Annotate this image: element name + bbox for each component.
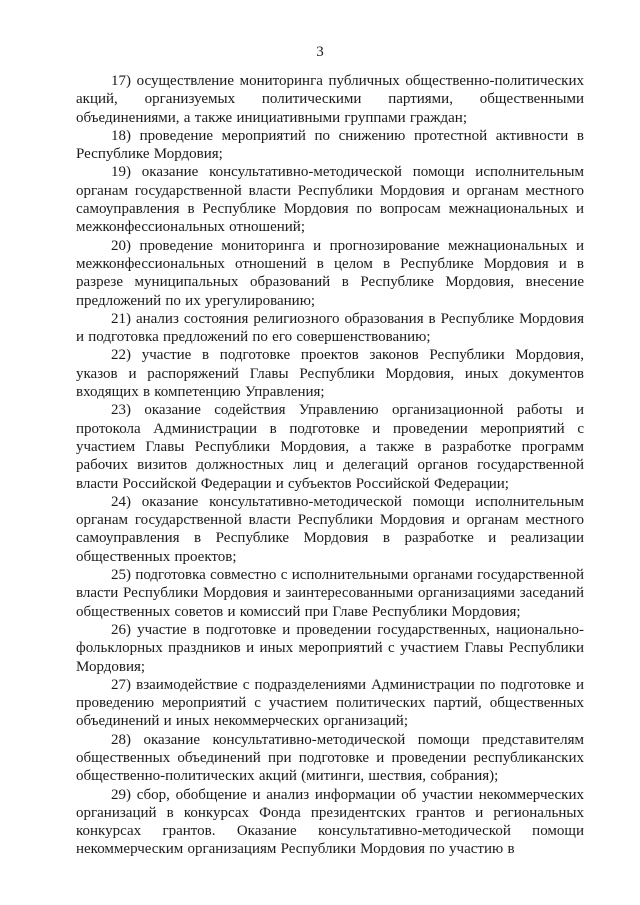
paragraph-20: 20) проведение мониторинга и прогнозирование межнациональных и межконфессиональных отношений в целом в Республике Мордовия и в разрезе муниципальных образований в Республике Мордовия, внесение предложений по их урегулированию; xyxy=(76,237,584,309)
paragraph-19: 19) оказание консультативно-методической помощи исполнительным органам государственной власти Республики Мордовия и органам местного самоуправления в Республике Мордовия по вопросам межнациональных и межконфессиональных отношений; xyxy=(76,164,584,236)
paragraph-21: 21) анализ состояния религиозного образования в Республике Мордовия и подготовка предложений по его совершенствованию; xyxy=(76,310,584,346)
paragraph-26: 26) участие в подготовке и проведении государственных, национально-фольклорных праздников и иных мероприятий с участием Главы Республики Мордовия; xyxy=(76,621,584,675)
page-number: 3 xyxy=(316,44,324,60)
paragraph-17: 17) осуществление мониторинга публичных общественно-политических акций, организуемых политическими партиями, общественными объединениями, а также инициативными группами граждан; xyxy=(76,73,584,126)
paragraph-22: 22) участие в подготовке проектов законов Республики Мордовия, указов и распоряжений Главы Республики Мордовия, иных документов входящих в компетенцию Управления; xyxy=(76,347,584,401)
paragraph-28: 28) оказание консультативно-методической помощи представителям общественных объединений при подготовке и проведении республиканских общественно-политических акций (митинги, шествия, собрания); xyxy=(76,731,584,785)
paragraph-29: 29) сбор, обобщение и анализ информации об участии некоммерческих организаций в конкурсах Фонда президентских грантов и региональных конкурсах грантов. Оказание консультативно-методической помощи некоммерческим организациям Республики Мордовия по участию в xyxy=(76,786,584,858)
paragraph-27: 27) взаимодействие с подразделениями Администрации по подготовке и проведению мероприятий с участием политических партий, общественных объединений и иных некоммерческих организаций; xyxy=(76,676,584,730)
paragraph-23: 23) оказание содействия Управлению организационной работы и протокола Администрации в подготовке и проведении мероприятий с участием Главы Республики Мордовия, а также в разработке программ рабочих визитов должностных лиц и делегаций органов государственной власти Российской Федерации и субъектов Российской Федерации; xyxy=(76,402,584,492)
document-body xyxy=(76,72,584,859)
paragraph-25: 25) подготовка совместно с исполнительными органами государственной власти Республики Мордовия и заинтересованными организациями заседаний общественных советов и комиссий при Главе Республики Мордовия; xyxy=(76,567,584,620)
paragraph-24: 24) оказание консультативно-методической помощи исполнительным органам государственной власти Республики Мордовия и органам местного самоуправления в Республике Мордовия в разработке и реализации общественных проектов; xyxy=(76,493,584,565)
paragraph-18: 18) проведение мероприятий по снижению протестной активности в Республике Мордовия; xyxy=(76,127,584,163)
